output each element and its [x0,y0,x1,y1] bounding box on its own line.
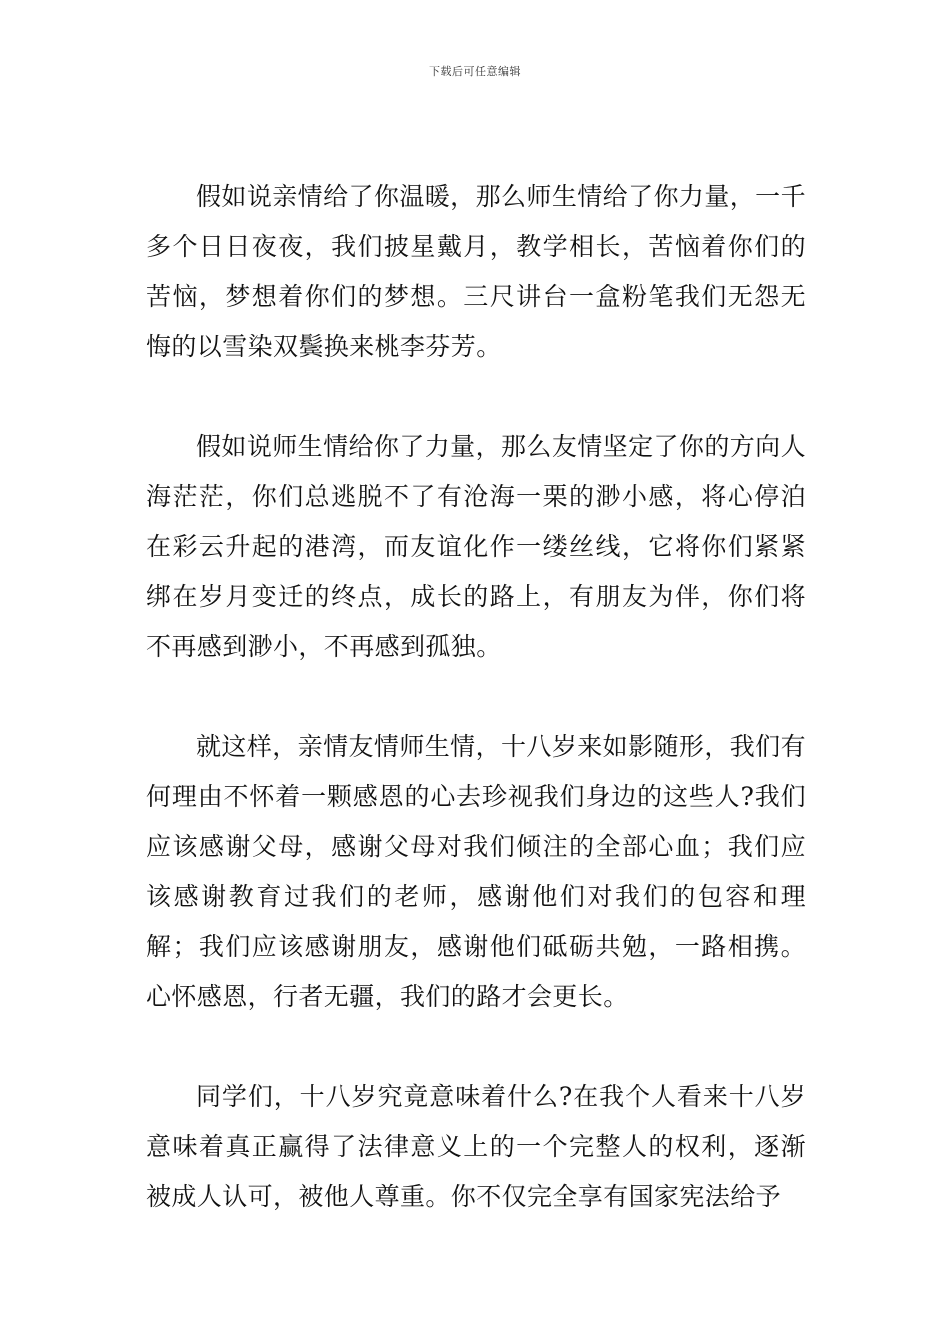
paragraph-2: 假如说师生情给你了力量，那么友情坚定了你的方向人海茫茫，你们总逃脱不了有沧海一栗的渺小感，将心停泊在彩云升起的港湾，而友谊化作一缕丝线，它将你们紧紧绑在岁月变迁的终点，成长的路上，有朋友为伴，你们将不再感到渺小，不再感到孤独。 [146,432,806,661]
paragraph-3: 就这样，亲情友情师生情，十八岁来如影随形，我们有何理由不怀着一颗感恩的心去珍视我们身边的这些人?我们应该感谢父母，感谢父母对我们倾注的全部心血；我们应该感谢教育过我们的老师，感谢他们对我们的包容和理解；我们应该感谢朋友，感谢他们砥砺共勉，一路相携。心怀感恩，行者无疆，我们的路才会更长。 [146,732,806,1011]
document-body [146,172,806,1222]
page-header: 下载后可任意编辑 [429,65,521,78]
paragraph-4: 同学们，十八岁究竟意味着什么?在我个人看来十八岁意味着真正赢得了法律意义上的一个完整人的权利，逐渐被成人认可，被他人尊重。你不仅完全享有国家宪法给予 [146,1082,806,1211]
paragraph-1: 假如说亲情给了你温暖，那么师生情给了你力量，一千多个日日夜夜，我们披星戴月，教学相长，苦恼着你们的苦恼，梦想着你们的梦想。三尺讲台一盒粉笔我们无怨无悔的以雪染双鬓换来桃李芬芳。 [146,182,806,361]
